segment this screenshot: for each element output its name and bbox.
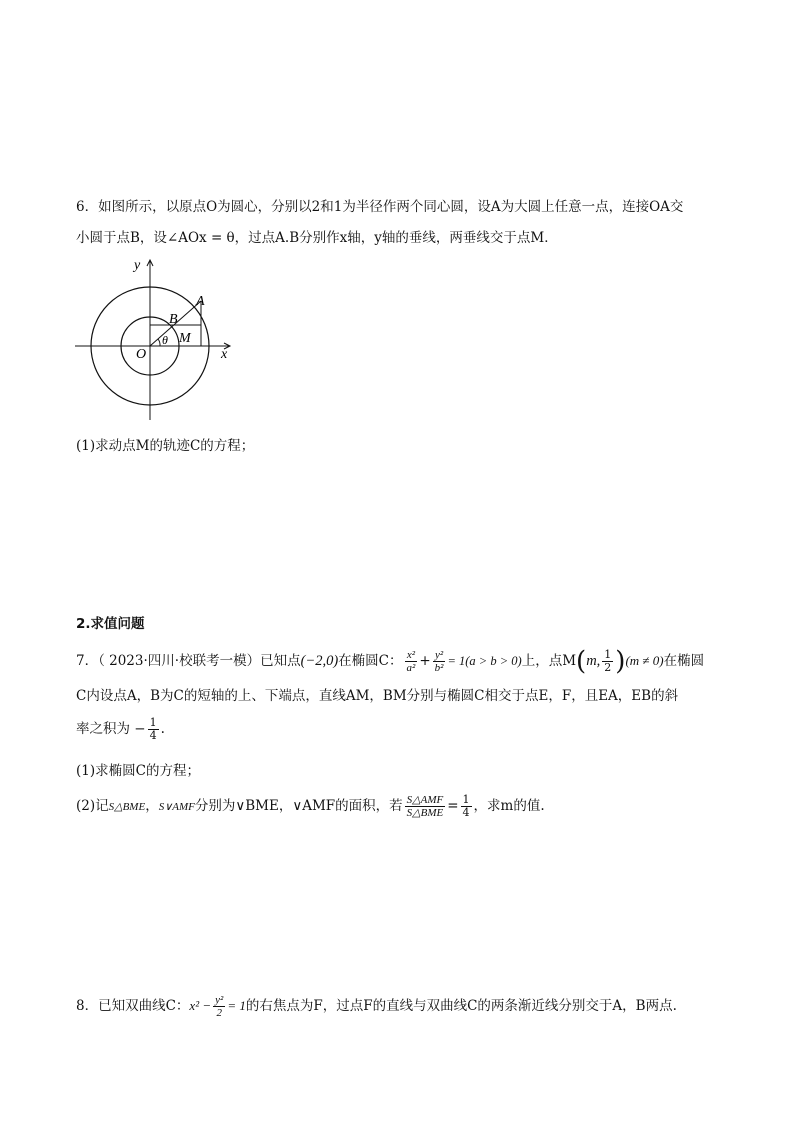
label-x: x: [221, 347, 228, 362]
ratio-val-num: 1: [462, 793, 470, 806]
ratio-frac: [405, 794, 446, 819]
quarter-frac: [148, 717, 159, 742]
q7-part1: (1)求椭圆C的方程；: [76, 763, 200, 779]
q7-line1-b: 在椭圆C：: [338, 653, 403, 669]
hyp-frac: [213, 994, 225, 1019]
ellipse-cond: = 1(a > b > 0): [447, 654, 522, 668]
s-amf: S∨AMF: [158, 801, 195, 813]
q8-line1: [76, 990, 677, 1022]
label-theta: θ: [162, 333, 168, 347]
hyp-b: = 1: [227, 998, 246, 1013]
q7-part2-sep: ，: [145, 798, 159, 814]
q7-line3: [76, 713, 165, 745]
label-y: y: [134, 258, 141, 273]
half-num: 1: [604, 648, 612, 661]
q8-line1-a: 8．已知双曲线C：: [76, 998, 190, 1014]
q7-line1: 7．（ 2023·四川·校联考一模）已知点(−2,0)在椭圆C： $\frac{\text{x²}}{\text{a²}}$ + $\frac{\text{y²}}{\text{b²}}$ = 1(a > b > 0)上，点M(m, $\frac{1}{2}$ )(m ≠ 0)在椭圆: [76, 646, 705, 677]
q6-line2: 小圆于点B，设∠AOx = θ，过点A.B分别作x轴，y轴的垂线，两垂线交于点M．: [76, 230, 558, 246]
q7-part2: [76, 790, 545, 822]
ratio-eq: =: [447, 798, 459, 814]
quarter-den: 4: [149, 729, 157, 742]
q7-line3-a: 率之积为 −: [76, 721, 146, 737]
half-den: 2: [604, 661, 612, 674]
ratio-val-den: 4: [462, 806, 470, 819]
label-M: M: [179, 331, 191, 346]
ellipse-x-num: x²: [406, 649, 415, 661]
angle-arc: [158, 339, 160, 346]
q7-part2-c: ，求m的值.: [473, 798, 545, 814]
q6-part1: (1)求动点M的轨迹C的方程；: [76, 438, 255, 454]
q7-part2-a: (2)记: [76, 798, 109, 814]
hyp-den: 2: [216, 1007, 222, 1019]
hyp-a: x² −: [189, 998, 212, 1013]
section-heading: 2.求值问题: [76, 616, 145, 632]
q7-part2-b: 分别为∨BME，∨AMF的面积，若: [194, 798, 403, 814]
ellipse-y-frac: [433, 649, 446, 674]
ratio-num: S△AMF: [406, 794, 444, 806]
label-O: O: [136, 347, 147, 362]
label-A: A: [196, 294, 205, 309]
q6-line1: 6．如图所示，以原点O为圆心，分别以2和1为半径作两个同心圆，设A为大圆上任意一点，连接OA交: [76, 199, 684, 215]
q7-line1-c: 上，点M: [521, 653, 577, 669]
half-frac: [602, 649, 613, 674]
q7-line1-d: 在椭圆: [663, 653, 705, 669]
ellipse-x-frac: [405, 649, 418, 674]
q7-point: (−2,0): [300, 653, 339, 669]
ratio-val-frac: [461, 794, 472, 819]
quarter-num: 1: [149, 716, 157, 729]
q7-line3-b: .: [160, 721, 165, 737]
label-B: B: [169, 312, 178, 327]
m-coord: m,: [586, 653, 601, 669]
m-cond: (m ≠ 0): [625, 653, 664, 668]
hyp-num: y²: [215, 994, 224, 1006]
q7-line1-a: 7．（ 2023·四川·校联考一模）已知点: [76, 653, 301, 669]
ellipse-x-den: a²: [406, 662, 416, 674]
q8-line1-b: 的右焦点为F，过点F的直线与双曲线C的两条渐近线分别交于A，B两点.: [245, 998, 677, 1014]
ellipse-y-den: b²: [434, 662, 444, 674]
q7-line2: C内设点A，B为C的短轴的上、下端点，直线AM，BM分别与椭圆C相交于点E，F，且EA，EB的斜: [76, 688, 679, 704]
ellipse-y-num: y²: [434, 649, 444, 661]
ratio-den: S△BME: [406, 807, 444, 819]
s-bme: S△BME: [108, 801, 146, 813]
q6-figure: [70, 255, 270, 425]
